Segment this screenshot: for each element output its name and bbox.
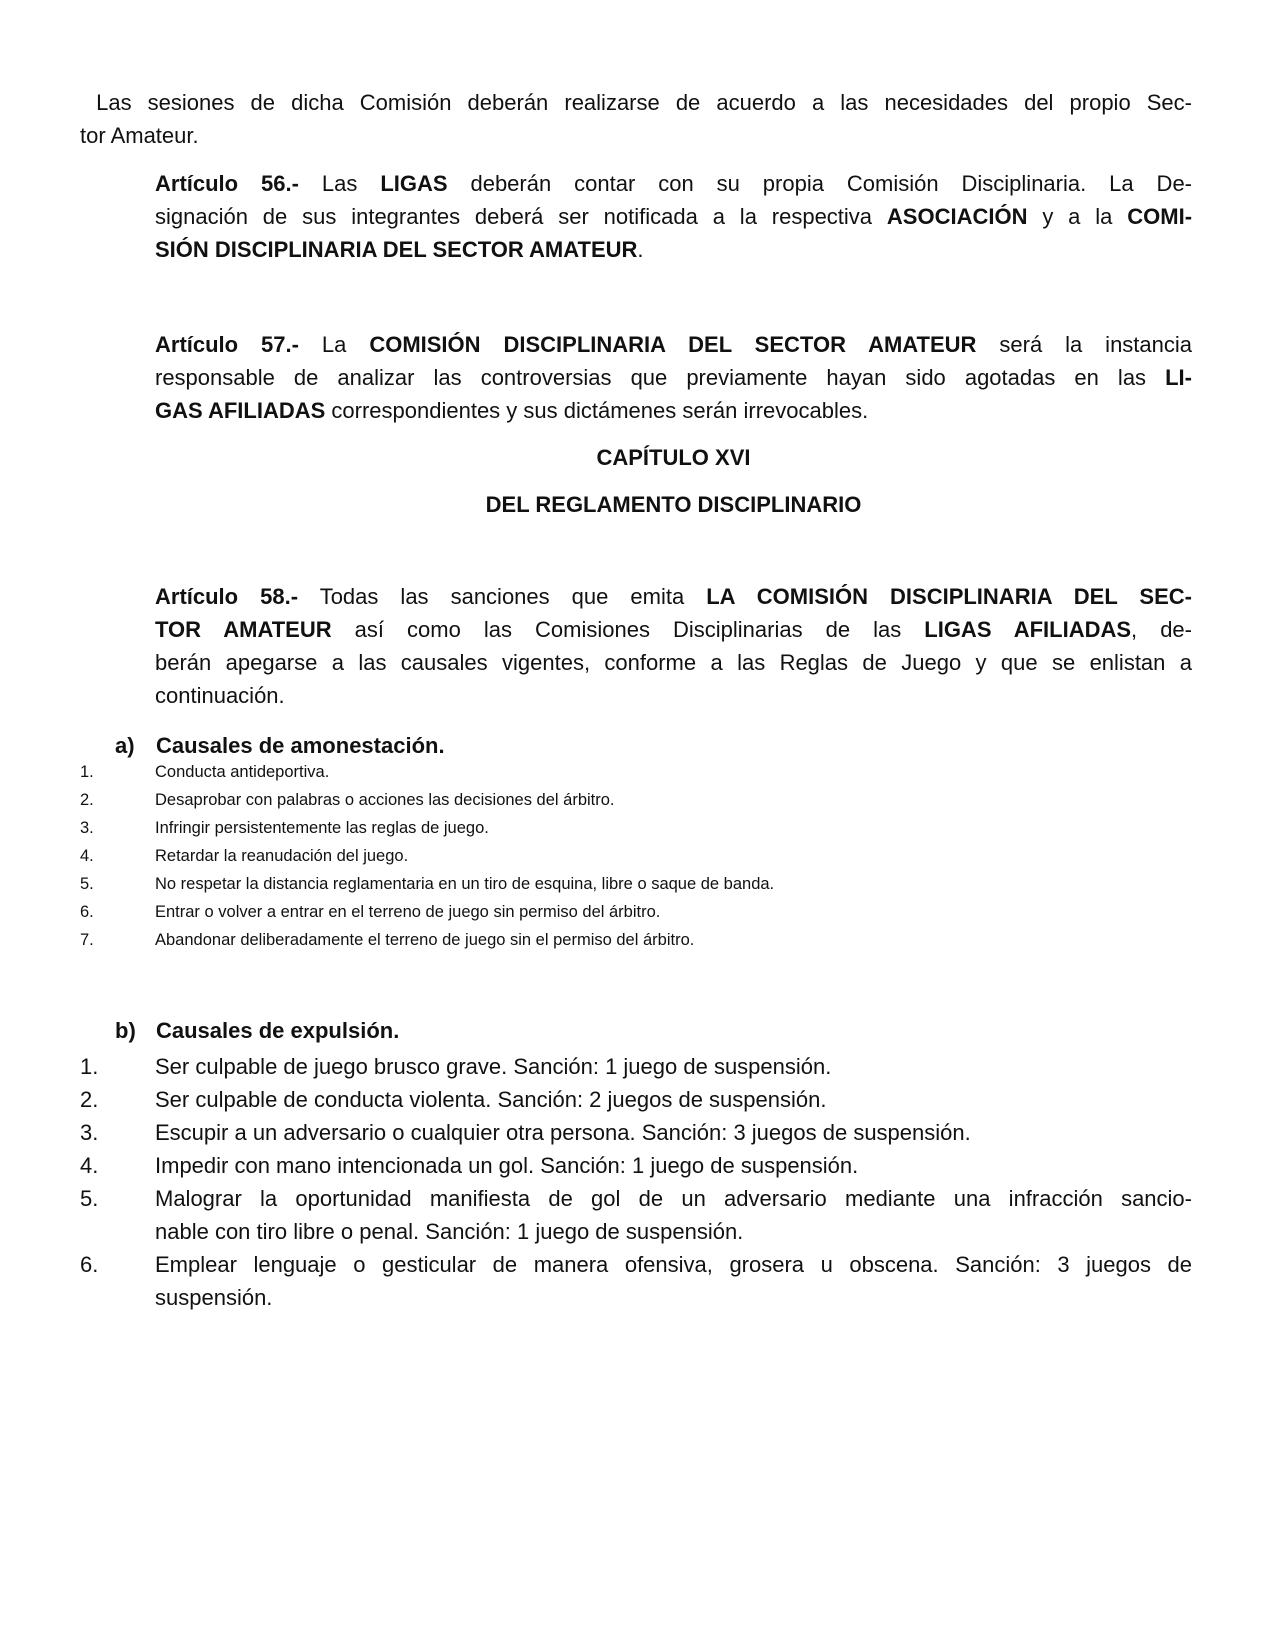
section-b-heading (115, 1016, 399, 1046)
article-56-line-1: Artículo 56.- Las LIGAS deberán contar con su propia Comisión Disciplinaria. La De- (155, 171, 1193, 196)
list-item: 3. Infringir persistentemente las reglas de juego. (80, 819, 489, 837)
intro-line-2: tor Amateur. (80, 123, 199, 148)
section-b-list (80, 1050, 1192, 1314)
article-56 (155, 167, 1192, 266)
article-57-line-2: responsable de analizar las controversias que previamente hayan sido agotadas en las LI- (155, 365, 1192, 390)
section-b-letter: b) (115, 1018, 136, 1043)
list-item: 4. Retardar la reanudación del juego. (80, 847, 409, 865)
section-a-list (80, 758, 1192, 954)
article-58-line-4: continuación. (155, 683, 285, 708)
list-item: 1. Conducta antideportiva. (80, 763, 330, 781)
article-58 (155, 580, 1192, 712)
chapter-title: CAPÍTULO XVI (596, 445, 751, 470)
list-item: 1. Ser culpable de juego brusco grave. Sanción: 1 juego de suspensión. (80, 1054, 832, 1079)
article-58-line-1: Artículo 58.- Todas las sanciones que emita LA COMISIÓN DISCIPLINARIA DEL SEC- (155, 584, 1192, 609)
list-item: 6. Emplear lenguaje o gesticular de manera ofensiva, grosera u obscena. Sanción: 3 juegos de suspensión. (80, 1252, 1192, 1310)
list-item: 5. Malograr la oportunidad manifiesta de gol de un adversario mediante una infracción sancio- nable con tiro libre o penal. Sanción: 1 juego de suspensión. (80, 1186, 1192, 1244)
article-56-label: Artículo 56.- (155, 171, 299, 196)
article-57-line-3: GAS AFILIADAS correspondientes y sus dictámenes serán irrevocables. (155, 398, 869, 423)
section-a-title: Causales de amonestación. (156, 733, 445, 758)
list-item: 5. No respetar la distancia reglamentaria en un tiro de esquina, libre o saque de banda. (80, 875, 775, 893)
article-58-line-2: TOR AMATEUR así como las Comisiones Disciplinarias de las LIGAS AFILIADAS, de- (155, 617, 1192, 642)
article-57-label: Artículo 57.- (155, 332, 299, 357)
section-a-heading (115, 731, 445, 761)
list-item: 2. Ser culpable de conducta violenta. Sanción: 2 juegos de suspensión. (80, 1087, 827, 1112)
list-item: 7. Abandonar deliberadamente el terreno de juego sin el permiso del árbitro. (80, 931, 695, 949)
article-58-label: Artículo 58.- (155, 584, 299, 609)
chapter-subtitle: DEL REGLAMENTO DISCIPLINARIO (485, 492, 862, 517)
list-item: 3. Escupir a un adversario o cualquier otra persona. Sanción: 3 juegos de suspensión. (80, 1120, 971, 1145)
article-56-line-2: signación de sus integrantes deberá ser notificada a la respectiva ASOCIACIÓN y a la COMI- (155, 204, 1193, 229)
list-item: 6. Entrar o volver a entrar en el terreno de juego sin permiso del árbitro. (80, 903, 661, 921)
intro-line-1: Las sesiones de dicha Comisión deberán realizarse de acuerdo a las necesidades del propio Sec- (96, 90, 1192, 115)
article-57 (155, 328, 1192, 427)
list-item: 2. Desaprobar con palabras o acciones las decisiones del árbitro. (80, 791, 615, 809)
section-a-letter: a) (115, 733, 135, 758)
article-58-line-3: berán apegarse a las causales vigentes, conforme a las Reglas de Juego y que se enlistan a (155, 650, 1192, 675)
intro-paragraph (80, 86, 1192, 152)
section-b-title: Causales de expulsión. (156, 1018, 400, 1043)
article-56-line-3: SIÓN DISCIPLINARIA DEL SECTOR AMATEUR. (155, 237, 644, 262)
list-item: 4. Impedir con mano intencionada un gol. Sanción: 1 juego de suspensión. (80, 1153, 859, 1178)
article-57-line-1: Artículo 57.- La COMISIÓN DISCIPLINARIA DEL SECTOR AMATEUR será la instancia (155, 332, 1193, 357)
